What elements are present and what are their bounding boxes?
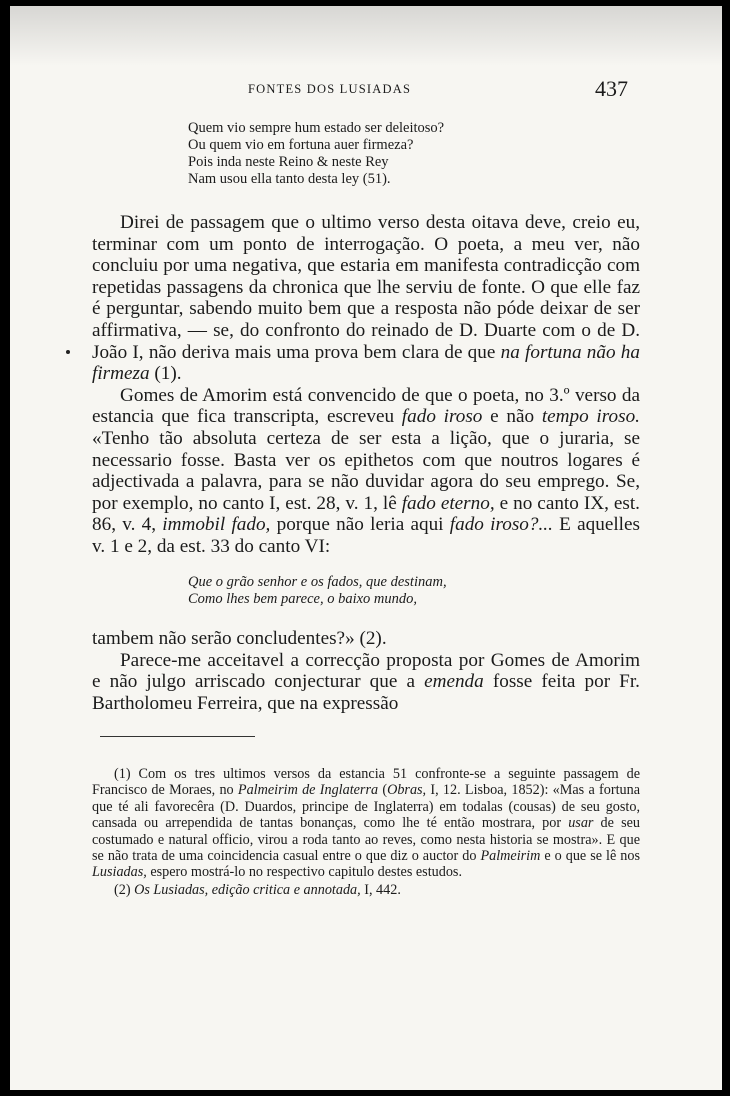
italic-run: fado iroso — [401, 406, 483, 428]
verse-line: Como lhes bem parece, o baixo mundo, — [188, 591, 418, 607]
text-run: Direi de passagem que o ultimo verso desta oitava deve, creio eu, terminar com um ponto de interrogação. O poeta, a meu ver, não concluiu por uma negativa, que estaria em manifesta contradicção com repetidas passagens da chronica que lhe serviu de fonte. O que elle faz é perguntar, sabendo muito bem que a resposta não póde deixar de ser affirmativa, — se, do confronto do reinado de D. Duarte com o de D. João I, não deriva mais uma prova bem clara de que — [92, 212, 640, 363]
text-run: e não — [482, 406, 542, 428]
verse-line: Quem vio sempre hum estado ser deleitoso? — [188, 120, 445, 136]
italic-run: immobil fado, — [162, 514, 271, 536]
footnote-rule — [100, 736, 255, 737]
italic-run: Palmeirim de Inglaterra — [237, 782, 379, 799]
text-run: fosse feita por Fr. Bartholomeu Ferreira, que na expressão — [92, 671, 640, 714]
body-text-top — [92, 212, 640, 558]
text-run: (1) Com os tres ultimos versos da estancia 51 confronte-se a seguinte passagem de Francisco de Moraes, no — [92, 766, 640, 799]
text-run: porque não leria aqui — [270, 514, 450, 536]
text-run: de seu costumado e natural officio, virou a roda tanto ao reves, como nesta historia se mostra». E que se não trata de uma coincidencia casual entre o que diz o auctor do — [92, 815, 640, 865]
footnote-2 — [92, 882, 640, 898]
verse-line: Nam usou ella tanto desta ley (51). — [188, 171, 391, 187]
text-run: e no canto IX, est. 86, v. 4, — [92, 492, 640, 536]
running-head: FONTES DOS LUSIADAS — [248, 82, 412, 96]
book-page — [10, 6, 722, 1090]
italic-run: Os Lusiadas, edição critica e annotada, — [134, 881, 361, 898]
italic-run: Obras, — [387, 782, 427, 799]
text-run: Parece-me acceitavel a correcção proposta por Gomes de Amorim e não julgo arriscado conjecturar que a — [92, 649, 640, 693]
italic-run: Palmeirim — [480, 848, 541, 865]
verse-italic-quote — [188, 574, 447, 608]
italic-run: emenda — [424, 671, 484, 693]
text-run: I, 12. Lisboa, 1852): «Mas a fortuna que té ali favorecêra (D. Duardos, principe de Inglaterra) em todalas (cousas) de seu gosto, cansada ou arrependida de tantas bonanças, como lhe té então mostrara, por — [92, 782, 640, 832]
paragraph-3 — [92, 650, 640, 715]
footnotes — [92, 766, 640, 899]
page-number: 437 — [595, 76, 628, 101]
paragraph-2 — [92, 385, 640, 558]
text-run: e o que se lê nos — [540, 848, 640, 865]
page-header — [10, 78, 722, 102]
text-run: tambem não serão concludentes?» (2). — [92, 628, 387, 649]
italic-run: na fortuna não ha firmeza — [92, 341, 640, 385]
body-text-bottom — [92, 628, 640, 714]
italic-run: usar — [568, 815, 594, 832]
text-run: Gomes de Amorim está convencido de que o poeta, no 3.º verso da estancia que fica transcripta, escreveu — [92, 384, 640, 428]
scan-shadow — [10, 6, 722, 66]
text-run: ( — [378, 782, 388, 799]
italic-run: fado iroso?... — [449, 514, 553, 536]
paragraph-1 — [92, 212, 640, 385]
italic-run: fado eterno, — [401, 492, 495, 514]
paragraph-continuation — [92, 628, 640, 650]
italic-run: Lusiadas, — [92, 864, 147, 881]
text-run: espero mostrá-lo no respectivo capitulo destes estudos. — [146, 864, 462, 881]
text-run: «Tenho tão absoluta certeza de ser esta a lição, que o juraria, se necessario fosse. Basta ver os epithetos com que noutros logares é adjectivada a palavra, para se não duvidar agora do seu emprego. Se, por exemplo, no canto I, est. 28, v. 1, lê — [92, 427, 640, 514]
text-run: E aquelles v. 1 e 2, da est. 33 do canto VI: — [92, 514, 640, 557]
text-run: (2) — [114, 881, 135, 898]
italic-run: tempo iroso. — [541, 406, 640, 428]
footnote-1 — [92, 766, 640, 881]
text-run: (1). — [149, 363, 182, 385]
margin-mark — [66, 350, 70, 354]
verse-line: Que o grão senhor e os fados, que destinam, — [188, 574, 447, 590]
text-run: I, 442. — [360, 881, 401, 898]
verse-quote — [188, 120, 444, 188]
verse-line: Ou quem vio em fortuna auer firmeza? — [188, 137, 414, 153]
verse-line: Pois inda neste Reino & neste Rey — [188, 154, 389, 170]
